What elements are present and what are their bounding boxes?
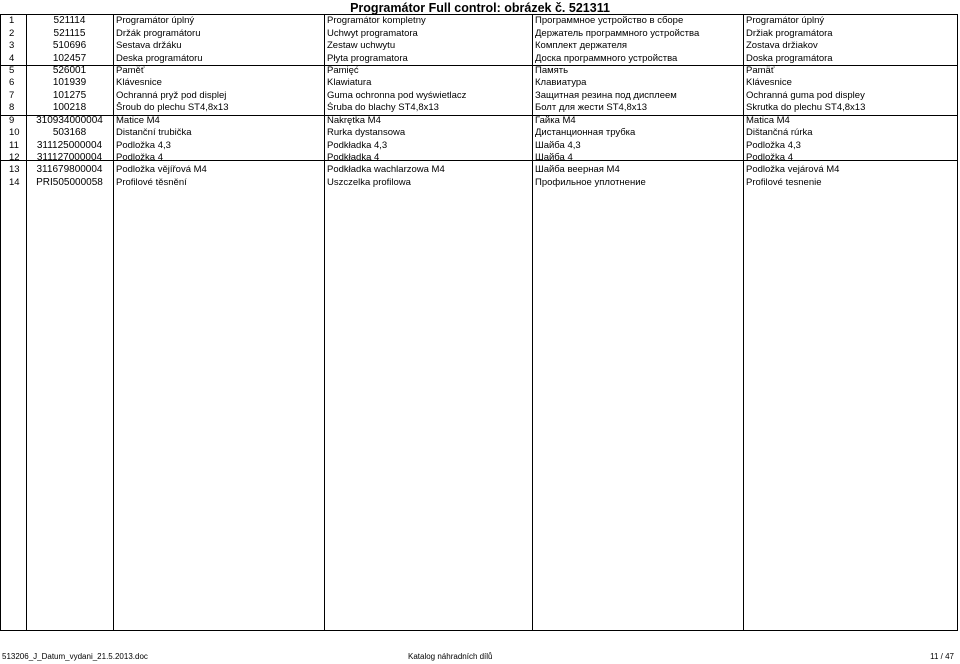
- table-row: [0, 102, 958, 114]
- part-number-cell: 521114: [53, 15, 86, 27]
- footer-page-number: 11 / 47: [930, 652, 954, 661]
- table-row: [0, 15, 958, 27]
- position-cell: 3: [9, 40, 15, 52]
- table-row: [0, 40, 958, 52]
- russian-name-cell: Дистанционная трубка: [535, 127, 636, 139]
- slovak-name-cell: Klávesnice: [746, 77, 792, 89]
- table-row: [0, 152, 958, 164]
- slovak-name-cell: Podložka vejárová M4: [746, 164, 840, 176]
- czech-name-cell: Držák programátoru: [116, 27, 201, 39]
- slovak-name-cell: Profilové tesnenie: [746, 176, 822, 188]
- slovak-name-cell: Pamäť: [746, 64, 775, 76]
- table-row: [0, 65, 958, 77]
- slovak-name-cell: Zostava držiakov: [746, 40, 818, 52]
- russian-name-cell: Клавиатура: [535, 77, 587, 89]
- russian-name-cell: Защитная резина под дисплеем: [535, 89, 677, 101]
- polish-name-cell: Podkładka wachlarzowa M4: [327, 164, 445, 176]
- russian-name-cell: Шайба 4,3: [535, 139, 581, 151]
- position-cell: 6: [9, 77, 15, 89]
- part-number-cell: 503168: [52, 127, 87, 139]
- russian-name-cell: Память: [535, 64, 569, 76]
- slovak-name-cell: Ochranná guma pod displey: [746, 89, 865, 101]
- polish-name-cell: Guma ochronna pod wyświetlacz: [327, 89, 467, 101]
- position-cell: 14: [9, 176, 20, 188]
- czech-name-cell: Ochranná pryž pod displej: [116, 89, 227, 101]
- table-row: [0, 77, 958, 89]
- polish-name-cell: Nakrętka M4: [327, 114, 381, 126]
- russian-name-cell: Гайка M4: [535, 114, 576, 126]
- position-cell: 10: [9, 127, 20, 139]
- parts-table: [0, 15, 958, 189]
- table-row: [0, 177, 958, 189]
- czech-name-cell: Sestava držáku: [116, 40, 182, 52]
- polish-name-cell: Płyta programatora: [327, 52, 408, 64]
- part-number-cell: 526001: [52, 64, 87, 76]
- czech-name-cell: Klávesnice: [116, 77, 162, 89]
- part-number-cell: 311125000004: [36, 139, 103, 151]
- czech-name-cell: Šroub do plechu ST4,8x13: [116, 102, 229, 114]
- polish-name-cell: Zestaw uchwytu: [327, 40, 396, 52]
- table-row: [0, 115, 958, 127]
- position-cell: 12: [9, 152, 20, 164]
- position-cell: 9: [9, 114, 15, 126]
- polish-name-cell: Klawiatura: [327, 77, 372, 89]
- position-cell: 7: [9, 89, 15, 101]
- position-cell: 13: [9, 164, 20, 176]
- position-cell: 4: [9, 52, 15, 64]
- czech-name-cell: Paměť: [116, 64, 145, 76]
- table-row: [0, 52, 958, 64]
- position-cell: 5: [9, 64, 15, 76]
- polish-name-cell: Podkładka 4,3: [327, 139, 388, 151]
- part-number-cell: 521115: [53, 27, 86, 39]
- russian-name-cell: Доска программного устройства: [535, 52, 678, 64]
- slovak-name-cell: Podložka 4,3: [746, 139, 801, 151]
- russian-name-cell: Шайба 4: [535, 152, 573, 164]
- slovak-name-cell: Matica M4: [746, 114, 790, 126]
- part-number-cell: 100218: [52, 102, 87, 114]
- table-row: [0, 27, 958, 39]
- russian-name-cell: Держатель программного устройства: [535, 27, 700, 39]
- czech-name-cell: Podložka 4: [116, 152, 164, 164]
- russian-name-cell: Комплект держателя: [535, 40, 628, 52]
- polish-name-cell: Programátor kompletny: [327, 15, 426, 27]
- parts-table-body: [0, 15, 958, 189]
- part-number-cell: 101939: [52, 77, 87, 89]
- part-number-cell: 510696: [52, 40, 87, 52]
- slovak-name-cell: Programátor úplný: [746, 15, 825, 27]
- position-cell: 1: [9, 15, 15, 27]
- page-title: Programátor Full control: obrázek č. 521311: [350, 1, 610, 15]
- czech-name-cell: Deska programátoru: [116, 52, 203, 64]
- polish-name-cell: Śruba do blachy ST4,8x13: [327, 102, 439, 114]
- part-number-cell: 101275: [52, 89, 87, 101]
- russian-name-cell: Программное устройство в сборе: [535, 15, 684, 27]
- position-cell: 8: [9, 102, 15, 114]
- polish-name-cell: Rurka dystansowa: [327, 127, 406, 139]
- czech-name-cell: Podložka vějířová M4: [116, 164, 207, 176]
- russian-name-cell: Профильное уплотнение: [535, 176, 646, 188]
- russian-name-cell: Шайба веерная M4: [535, 164, 620, 176]
- table-row: [0, 90, 958, 102]
- polish-name-cell: Uszczelka profilowa: [327, 176, 411, 188]
- slovak-name-cell: Držiak programátora: [746, 27, 833, 39]
- part-number-cell: 311127000004: [36, 152, 103, 164]
- polish-name-cell: Pamięć: [327, 64, 359, 76]
- part-number-cell: 310934000004: [36, 114, 103, 126]
- footer-filename: 513206_J_Datum_vydani_21.5.2013.doc: [2, 652, 148, 661]
- part-number-cell: 102457: [52, 52, 87, 64]
- table-row: [0, 127, 958, 139]
- czech-name-cell: Programátor úplný: [116, 15, 195, 27]
- polish-name-cell: Podkładka 4: [327, 152, 380, 164]
- part-number-cell: 311679800004: [36, 164, 103, 176]
- slovak-name-cell: Dištančná rúrka: [746, 127, 813, 139]
- position-cell: 2: [9, 27, 15, 39]
- russian-name-cell: Болт для жести ST4,8x13: [535, 102, 648, 114]
- slovak-name-cell: Doska programátora: [746, 52, 833, 64]
- part-number-cell: PRI505000058: [36, 176, 103, 188]
- polish-name-cell: Uchwyt programatora: [327, 27, 418, 39]
- czech-name-cell: Podložka 4,3: [116, 139, 171, 151]
- position-cell: 11: [9, 139, 19, 151]
- czech-name-cell: Distanční trubička: [116, 127, 192, 139]
- czech-name-cell: Matice M4: [116, 114, 160, 126]
- czech-name-cell: Profilové těsnění: [116, 176, 187, 188]
- table-row: [0, 164, 958, 176]
- slovak-name-cell: Podložka 4: [746, 152, 794, 164]
- footer-catalog-title: Katalog náhradních dílů: [408, 652, 493, 661]
- slovak-name-cell: Skrutka do plechu ST4,8x13: [746, 102, 866, 114]
- table-row: [0, 139, 958, 151]
